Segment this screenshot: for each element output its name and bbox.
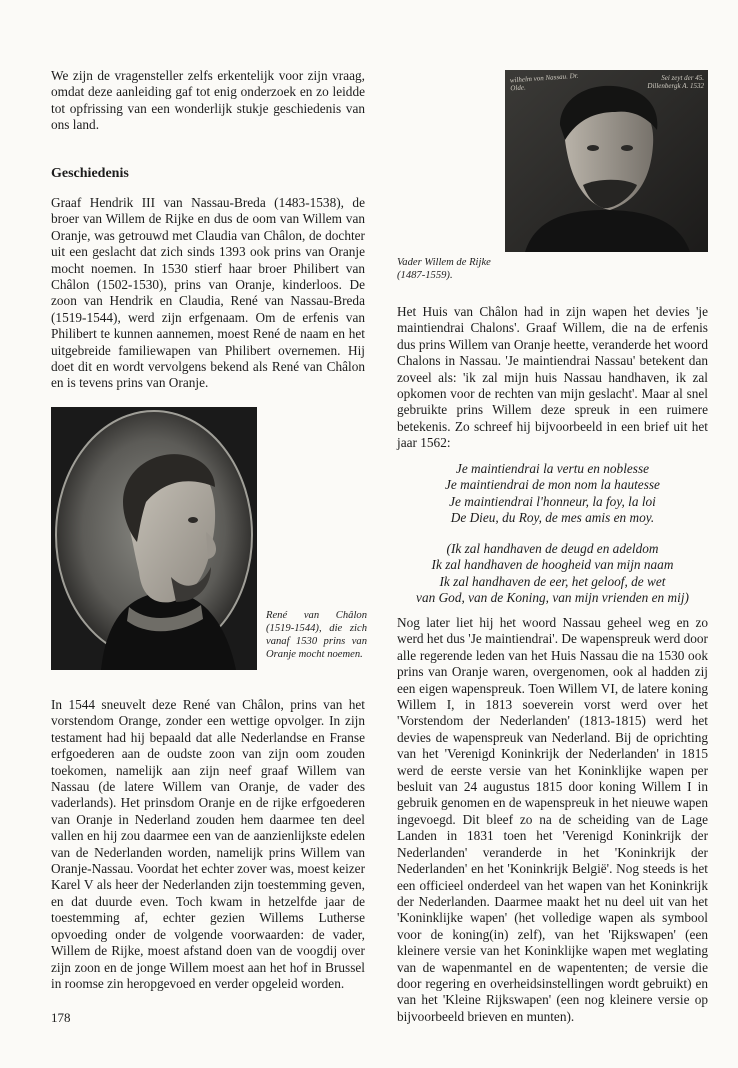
intro-block (51, 68, 365, 134)
left-paragraph-1: Graaf Hendrik III van Nassau-Breda (1483-1538), de broer van Willem de Rijke en dus de oom van Willem van Oranje, was getrouwd met Claudia van Châlon, de dochter uit een geslacht dat zich sinds 1393 ook prins van Oranje mocht noemen. In 1530 stierf haar broer Philibert van Châlon (1502-1530), prins van Oranje, kinderloos. De zoon van Hendrik en Claudia, René van Nassau-Breda (1519-1544), werd zijn erfgenaam. Om de erfenis van Philibert te kunnen aannemen, moest René de naam en het uitgebreide familiewapen van Philibert overnemen. Hij doet dit en wordt vervolgens bekend als René van Châlon en is tevens prins van Oranje. (51, 195, 365, 391)
poem-dutch-line: (Ik zal handhaven de deugd en adeldom (446, 541, 659, 556)
portrait-inscription-left: wilhelm von Nassau. Dr. Olde. (509, 71, 579, 93)
portrait-rene-image (51, 407, 257, 670)
left-paragraph-1-block (51, 195, 365, 392)
left-paragraph-2: In 1544 sneuvelt deze René van Châlon, prins van het vorstendom Orange, zonder een wettige opvolger. In zijn testament had hij bepaald dat alle Nederlandse en Franse erfgoederen aan de oudste zoon van zijn oom zouden toekomen, namelijk aan zijn neef graaf Willem van Nassau (de latere Willem van Oranje, de vader des vaderlands). Het prinsdom Oranje en de rijke erfgoederen van Oranje in Nederland zouden hem daarmee ten deel vallen en hij zou daarmee een van de aanzienlijkste edelen van de Nederlanden worden, namelijk prins Willem van Oranje-Nassau. Voordat het echter zover was, moest keizer Karel V als heer der Nederlanden zijn toestemming geven, en dat duurde even. Toch kwam in hetzelfde jaar de toestemming af, echter gezien Willems Lutherse opvoeding onder de volgende voorwaarden: de vader, Willem de Rijke, moest afstand doen van de voogdij over zijn zoon en de jonge Willem moest aan het hof in Brussel in roomse zin heropgevoed en verder opgeleid worden. (51, 697, 365, 991)
poem-french-line: Je maintiendrai la vertu en noblesse (455, 461, 650, 476)
portrait-inscription-right: Sei zeyt der 45. Dillenbergk A. 1532 (647, 74, 704, 90)
right-paragraph-2: Nog later liet hij het woord Nassau geheel weg en zo werd het dus 'Je maintiendrai'. De wapenspreuk werd door alle regerende leden van het Huis Nassau die na 1530 ook prins van Oranje waren, overgenomen, ook al hadden zij een eigen wapenspreuk. Toen Willem VI, de latere koning Willem I, in 1813 soeverein vorst werd over het 'Vorstendom der Nederlanden' (1813-1815) werd het devies de wapenspreuk van Nederland. Bij de oprichting van het 'Verenigd Koninkrijk der Nederlanden' in 1815 werd de eerste versie van het Koninklijke wapen per besluit van 24 augustus 1815 door koning Willem I in gebruik genomen en de wapenspreuk in het nieuwe wapen ingevoegd. Dit bleef zo na de scheiding van de Lage Landen in 1831 toen het 'Verenigd Koninkrijk der Nederlanden' veranderde in het 'Koninkrijk der Nederlanden' en het 'Koninkrijk België'. Nog steeds is het een officieel onderdeel van het wapen van het Koninkrijk der Nederlanden. Daarmee maakt het nu deel uit van het 'Koninklijke wapen' (het volledige wapen als symbool voor de koning(in) zelf), van het 'Rijkswapen' (een kleinere versie van het Koninklijke wapen met weglating van de wapenmantel en de wapententen; de versie die door regering en overheidsinstellingen wordt gebruikt) en van het 'Kleine Rijkswapen' (een nog kleinere versie op bijvoorbeeld brieven en munten). (397, 615, 708, 1024)
portrait-willem-de-rijke (505, 70, 708, 252)
caption-willem: Vader Willem de Rijke (1487-1559). (397, 257, 491, 281)
section-heading: Geschiedenis (51, 166, 129, 181)
poem-french-line: Je maintiendrai l'honneur, la foy, la loi (449, 493, 656, 509)
right-paragraph-1-block (397, 304, 708, 452)
poem-french-line: Je maintiendrai de mon nom la hautesse (445, 477, 660, 493)
page-number: 178 (51, 1010, 71, 1025)
caption-rene: René van Châlon (1519-1544), die zich vanaf 1530 prins van Oranje mocht noemen. (266, 610, 367, 660)
left-paragraph-2-block (51, 697, 365, 992)
portrait-rene-van-chalon (51, 407, 257, 670)
poem-dutch-line: Ik zal handhaven de eer, het geloof, de wet (439, 573, 666, 589)
portrait-willem-image (505, 70, 708, 252)
poem-dutch (397, 541, 708, 607)
intro-paragraph: We zijn de vragensteller zelfs erkentelijk voor zijn vraag, omdat deze aanleiding gaf tot enig onderzoek en zo leidde tot opfrissing van een wonderlijk stukje geschiedenis van ons land. (51, 68, 365, 133)
poem-french-line: De Dieu, du Roy, de mes amis en moy. (450, 510, 655, 526)
right-paragraph-2-block (397, 615, 708, 1025)
poem-french (397, 461, 708, 527)
history-section (51, 166, 365, 182)
right-paragraph-1: Het Huis van Châlon had in zijn wapen het devies 'je maintiendrai Chalons'. Graaf Willem, die na de erfenis dus prins Willem van Oranje heette, veranderde het woord Chalons in Nassau. 'Je maintiendrai Nassau' betekent dan zoveel als: 'ik zal mijn huis Nassau handhaven, ik zal opkomen voor de rechten van mijn geslacht'. Maar al snel gebruikte prins Willem deze spreuk in een ruimere betekenis. Zo schreef hij bijvoorbeeld in een brief uit het jaar 1562: (397, 304, 708, 451)
poem-dutch-line: van God, van de Koning, van mijn vrienden en mij) (416, 590, 689, 606)
poem-dutch-line: Ik zal handhaven de hoogheid van mijn naam (431, 557, 674, 573)
